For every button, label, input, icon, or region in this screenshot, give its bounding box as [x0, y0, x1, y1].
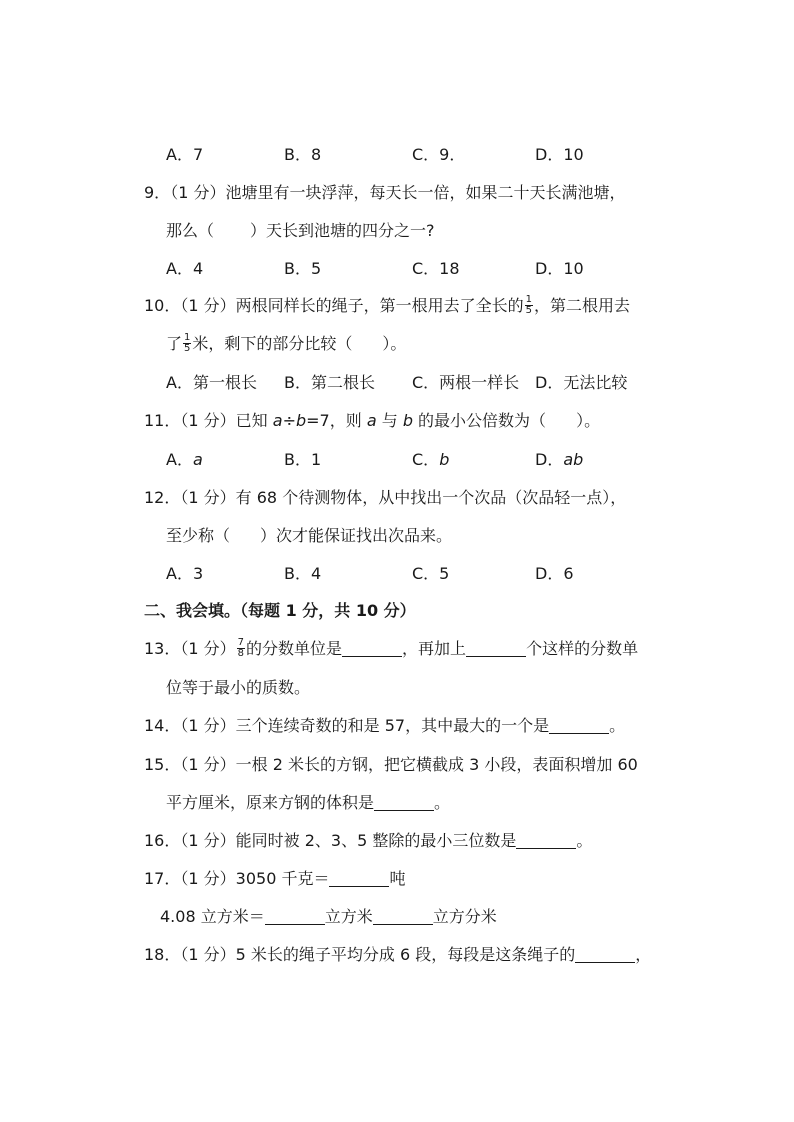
option-value: ab: [563, 450, 584, 469]
fraction-seven-eighths: [237, 638, 245, 659]
fill-blank[interactable]: [575, 946, 635, 963]
section-2-title: 二、我会填。（每题 1 分，共 10 分）: [144, 601, 416, 620]
fill-blank[interactable]: [342, 640, 402, 657]
q14-number: 14．: [144, 716, 181, 735]
q9-line-2: [166, 221, 435, 241]
option-letter: B．: [284, 450, 311, 469]
q10-line-2: [166, 334, 406, 355]
q10-option-d: D．无法比较: [535, 373, 628, 392]
q10-line-1: [144, 296, 630, 317]
q9-text-2b: ）天长到池塘的四分之一?: [250, 221, 435, 240]
q13-line-1: [144, 639, 638, 660]
q11-points: （1 分）: [180, 411, 236, 430]
q10-number: 10．: [144, 296, 181, 315]
fill-blank[interactable]: [549, 717, 609, 734]
question-14: [144, 716, 625, 736]
q17-text-1a: 3050 千克＝: [235, 869, 330, 888]
q9-number: 9．: [144, 183, 171, 202]
q9-text: 池塘里有一块浮萍，每天长一倍，如果二十天长满池塘，: [225, 183, 626, 202]
q18-number: 18．: [144, 945, 181, 964]
q15-text-2a: 平方厘米，原来方钢的体积是: [166, 793, 375, 812]
q9-option-a: A．4: [166, 259, 204, 278]
q13-text-1b: ，再加上: [402, 639, 467, 658]
q9-text-2a: 那么（: [166, 221, 215, 240]
q8-option-a: A．7: [166, 145, 204, 164]
q17-text-1b: 吨: [389, 869, 406, 888]
option-letter: C．: [412, 450, 440, 469]
option-value: 1: [310, 450, 322, 469]
fill-blank[interactable]: [329, 870, 389, 887]
q10-option-c: C．两根一样长: [412, 373, 520, 392]
q15-points: （1 分）: [180, 755, 236, 774]
var-b: b: [402, 411, 413, 430]
fill-blank[interactable]: [265, 908, 325, 925]
q16-number: 16．: [144, 831, 181, 850]
q9-option-b: B．5: [284, 259, 322, 278]
q14-text-a: 三个连续奇数的和是 57，其中最大的一个是: [235, 716, 550, 735]
q10-text-1a: 两根同样长的绳子，第一根用去了全长的: [235, 296, 524, 315]
q8-option-b: B．8: [284, 145, 322, 164]
q18-points: （1 分）: [180, 945, 236, 964]
q12-line-2: [166, 526, 452, 546]
q11-text-e: ）。: [576, 411, 601, 430]
frac-denominator: 5: [184, 343, 191, 354]
q12-number: 12．: [144, 488, 181, 507]
q17-text-2a: 4.08 立方米＝: [160, 907, 265, 926]
option-letter: D．: [535, 450, 564, 469]
q11-option-b: [284, 450, 321, 470]
q11-line-1: [144, 411, 600, 431]
fill-blank[interactable]: [466, 640, 526, 657]
q10-points: （1 分）: [180, 296, 236, 315]
frac-numerator: 1: [525, 294, 533, 305]
option-value: b: [439, 450, 450, 469]
var-b: b: [295, 411, 307, 430]
q10-option-a: A．第一根长: [166, 373, 257, 392]
q16-points: （1 分）: [180, 831, 236, 850]
q18-text-b: ，: [635, 945, 652, 964]
q15-line-2: [166, 793, 450, 813]
q12-text-1: 有 68 个待测物体，从中找出一个次品（次品轻一点），: [235, 488, 627, 507]
fraction-one-fifth: [525, 295, 533, 316]
q12-text-2b: ）次才能保证找出次品来。: [260, 526, 453, 545]
q13-text-1c: 个这样的分数单: [526, 639, 639, 658]
q10-text-2c: ）。: [382, 334, 407, 353]
q13-line-2: 位等于最小的质数。: [166, 678, 311, 697]
fill-blank[interactable]: [516, 832, 576, 849]
q16-text-a: 能同时被 2、3、5 整除的最小三位数是: [235, 831, 517, 850]
var-a: a: [366, 411, 377, 430]
q14-points: （1 分）: [180, 716, 236, 735]
q13-number: 13．: [144, 639, 181, 658]
q13-points: （1 分）: [180, 639, 236, 658]
frac-denominator: 5: [525, 305, 533, 316]
q15-text-1: 一根 2 米长的方钢，把它横截成 3 小段，表面积增加 60: [235, 755, 638, 774]
option-letter: A．: [166, 450, 193, 469]
q9-option-d: D．10: [535, 259, 584, 278]
q14-text-b: 。: [609, 716, 626, 735]
q15-line-1: [144, 755, 638, 775]
q11-option-a: [166, 450, 203, 470]
q16-text-b: 。: [576, 831, 593, 850]
q18-text-a: 5 米长的绳子平均分成 6 段，每段是这条绳子的: [235, 945, 576, 964]
q8-option-c: C．9．: [412, 145, 466, 164]
q17-text-2b: 立方米: [324, 907, 373, 926]
q15-text-2b: 。: [434, 793, 451, 812]
question-18: [144, 945, 651, 965]
option-value: a: [192, 450, 203, 469]
q10-option-b: B．第二根长: [284, 373, 375, 392]
var-a: a: [272, 411, 283, 430]
q9-line-1: [144, 183, 625, 203]
q9-option-c: C．18: [412, 259, 460, 278]
divide-sign: ÷: [282, 411, 296, 430]
q11-option-d: [535, 450, 583, 470]
q17-line-1: [144, 869, 405, 889]
q11-option-c: [412, 450, 449, 470]
q10-text-1b: ，第二根用去: [534, 296, 631, 315]
q11-text-d: 的最小公倍数为（: [412, 411, 547, 430]
fraction-one-fifth-meter: [183, 333, 191, 354]
q12-points: （1 分）: [180, 488, 236, 507]
q9-points: （1 分）: [170, 183, 226, 202]
fill-blank[interactable]: [374, 794, 434, 811]
q11-number: 11．: [144, 411, 181, 430]
q17-points: （1 分）: [180, 869, 236, 888]
q11-text-b: =7，则: [306, 411, 367, 430]
q12-option-d: D．6: [535, 564, 574, 583]
q13-text-1a: 的分数单位是: [246, 639, 343, 658]
frac-denominator: 8: [237, 648, 245, 659]
q12-option-c: C．5: [412, 564, 450, 583]
q17-line-2: [160, 907, 497, 927]
q17-text-2c: 立方分米: [432, 907, 497, 926]
fill-blank[interactable]: [373, 908, 433, 925]
q8-option-d: D．10: [535, 145, 584, 164]
frac-numerator: 7: [237, 637, 245, 648]
question-16: [144, 831, 592, 851]
q11-text-c: 与: [376, 411, 403, 430]
q12-option-a: A．3: [166, 564, 204, 583]
q11-text-a: 已知: [235, 411, 273, 430]
q10-text-2a: 了: [166, 334, 183, 353]
q12-option-b: B．4: [284, 564, 322, 583]
q17-number: 17．: [144, 869, 181, 888]
frac-numerator: 1: [184, 332, 191, 343]
q15-number: 15．: [144, 755, 181, 774]
q10-text-2b: 米，剩下的部分比较（: [192, 334, 353, 353]
q12-text-2a: 至少称（: [166, 526, 231, 545]
q12-line-1: [144, 488, 626, 508]
